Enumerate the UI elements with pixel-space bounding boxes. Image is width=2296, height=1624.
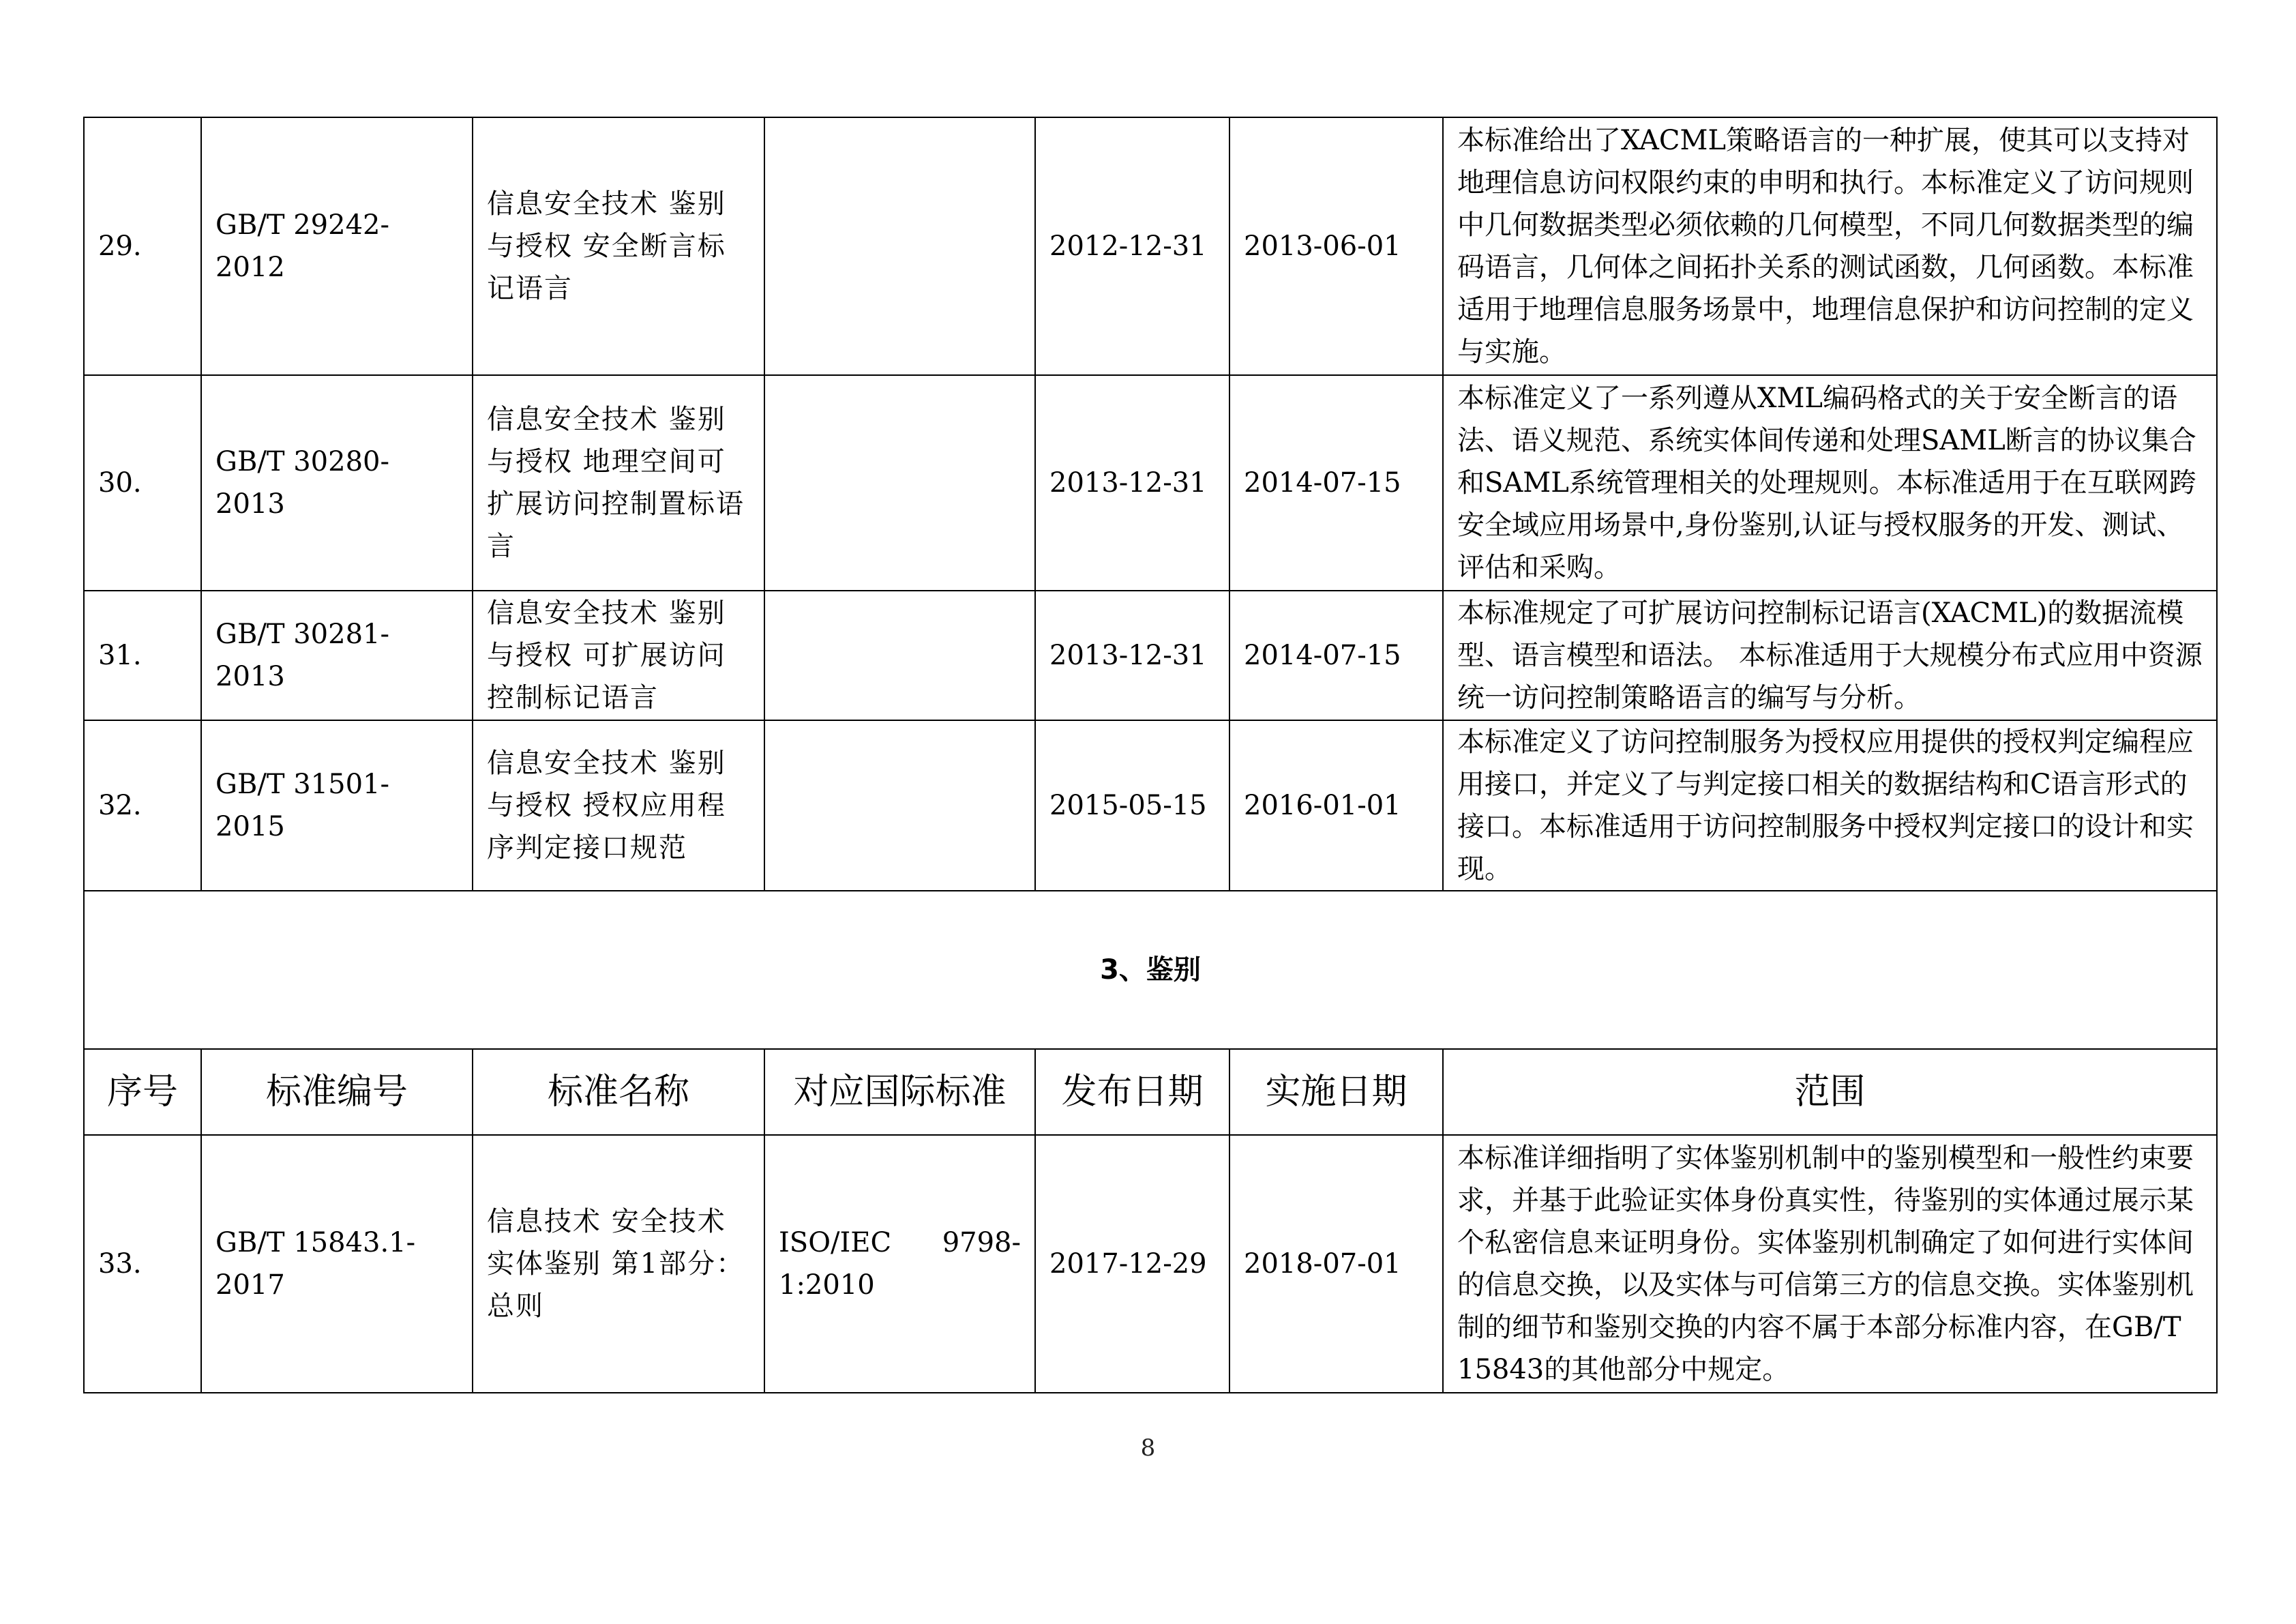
intl-line-1 — [779, 1222, 1021, 1264]
table-row — [84, 117, 2217, 375]
header-no: 序号 — [84, 1049, 201, 1135]
intl-standard — [764, 1135, 1035, 1393]
header-publish: 发布日期 — [1035, 1049, 1229, 1135]
standard-code: GB/T 29242-2012 — [201, 117, 473, 375]
publish-date: 2013-12-31 — [1035, 591, 1229, 720]
intl-standard — [764, 117, 1035, 375]
row-number: 30. — [84, 375, 201, 591]
header-intl: 对应国际标准 — [764, 1049, 1035, 1135]
header-code: 标准编号 — [201, 1049, 473, 1135]
intl-standard — [764, 720, 1035, 891]
standards-table — [83, 117, 2218, 1393]
standard-code: GB/T 15843.1-2017 — [201, 1135, 473, 1393]
row-number: 31. — [84, 591, 201, 720]
standard-code: GB/T 31501-2015 — [201, 720, 473, 891]
publish-date: 2017-12-29 — [1035, 1135, 1229, 1393]
section-title: 3、鉴别 — [84, 891, 2217, 1049]
table-header-row — [84, 1049, 2217, 1135]
table-row — [84, 720, 2217, 891]
publish-date: 2013-12-31 — [1035, 375, 1229, 591]
scope-text: 本标准规定了可扩展访问控制标记语言(XACML)的数据流模型、语言模型和语法。 本标准适用于大规模分布式应用中资源统一访问控制策略语言的编写与分析。 — [1443, 591, 2217, 720]
effective-date: 2014-07-15 — [1229, 591, 1443, 720]
table-row — [84, 375, 2217, 591]
section-row — [84, 891, 2217, 1049]
intl-line-2: 1:2010 — [779, 1269, 875, 1301]
standard-name: 信息安全技术 鉴别与授权 可扩展访问控制标记语言 — [473, 591, 764, 720]
table-row — [84, 1135, 2217, 1393]
row-number: 33. — [84, 1135, 201, 1393]
row-number: 32. — [84, 720, 201, 891]
scope-text: 本标准定义了一系列遵从XML编码格式的关于安全断言的语法、语义规范、系统实体间传递和处理SAML断言的协议集合和SAML系统管理相关的处理规则。本标准适用于在互联网跨安全域应用场景中,身份鉴别,认证与授权服务的开发、测试、评估和采购。 — [1443, 375, 2217, 591]
standard-name: 信息安全技术 鉴别与授权 地理空间可扩展访问控制置标语言 — [473, 375, 764, 591]
header-scope: 范围 — [1443, 1049, 2217, 1135]
standard-name: 信息技术 安全技术实体鉴别 第1部分：总则 — [473, 1135, 764, 1393]
intl-number: 9798- — [942, 1227, 1021, 1258]
effective-date: 2014-07-15 — [1229, 375, 1443, 591]
page-number: 8 — [1140, 1434, 1156, 1462]
header-effective: 实施日期 — [1229, 1049, 1443, 1135]
standard-code: GB/T 30281-2013 — [201, 591, 473, 720]
table-row — [84, 591, 2217, 720]
publish-date: 2012-12-31 — [1035, 117, 1229, 375]
intl-org: ISO/IEC — [779, 1227, 892, 1258]
effective-date: 2016-01-01 — [1229, 720, 1443, 891]
scope-text: 本标准详细指明了实体鉴别机制中的鉴别模型和一般性约束要求，并基于此验证实体身份真实性，待鉴别的实体通过展示某个私密信息来证明身份。实体鉴别机制确定了如何进行实体间的信息交换，以及实体与可信第三方的信息交换。实体鉴别机制的细节和鉴别交换的内容不属于本部分标准内容，在GB/T 15843的其他部分中规定。 — [1443, 1135, 2217, 1393]
standard-code: GB/T 30280-2013 — [201, 375, 473, 591]
standard-name: 信息安全技术 鉴别与授权 授权应用程序判定接口规范 — [473, 720, 764, 891]
intl-standard — [764, 375, 1035, 591]
scope-text: 本标准给出了XACML策略语言的一种扩展，使其可以支持对地理信息访问权限约束的申明和执行。本标准定义了访问规则中几何数据类型必须依赖的几何模型，不同几何数据类型的编码语言，几何体之间拓扑关系的测试函数，几何函数。本标准适用于地理信息服务场景中，地理信息保护和访问控制的定义与实施。 — [1443, 117, 2217, 375]
row-number: 29. — [84, 117, 201, 375]
publish-date: 2015-05-15 — [1035, 720, 1229, 891]
intl-standard — [764, 591, 1035, 720]
effective-date: 2013-06-01 — [1229, 117, 1443, 375]
scope-text: 本标准定义了访问控制服务为授权应用提供的授权判定编程应用接口，并定义了与判定接口相关的数据结构和C语言形式的接口。本标准适用于访问控制服务中授权判定接口的设计和实现。 — [1443, 720, 2217, 891]
header-name: 标准名称 — [473, 1049, 764, 1135]
standard-name: 信息安全技术 鉴别与授权 安全断言标记语言 — [473, 117, 764, 375]
effective-date: 2018-07-01 — [1229, 1135, 1443, 1393]
